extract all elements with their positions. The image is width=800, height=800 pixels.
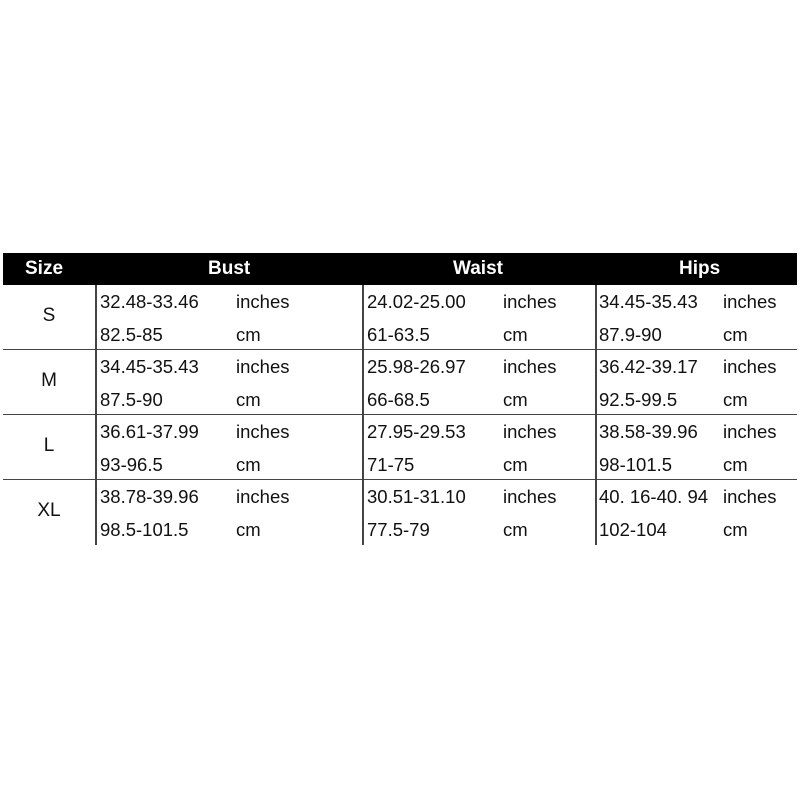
bust-inches-value: 32.48-33.46 [100, 291, 199, 312]
table-row [3, 480, 797, 545]
hips-cm-unit: cm [723, 454, 748, 475]
header-size: Size [25, 258, 64, 279]
bust-inches-unit: inches [236, 356, 290, 377]
size-label: L [43, 435, 55, 456]
waist-inches-unit: inches [503, 486, 557, 507]
hips-inches-value: 38.58-39.96 [599, 421, 698, 442]
header-waist: Waist [453, 258, 503, 279]
waist-inches-value: 24.02-25.00 [367, 291, 466, 312]
table-row [3, 350, 797, 415]
column-divider [95, 285, 97, 349]
column-divider [95, 415, 97, 479]
waist-inches-value: 25.98-26.97 [367, 356, 466, 377]
bust-cm-unit: cm [236, 519, 261, 540]
bust-inches-unit: inches [236, 486, 290, 507]
hips-inches-value: 40. 16-40. 94 [599, 486, 709, 507]
bust-cm-value: 93-96.5 [100, 454, 163, 475]
bust-cm-unit: cm [236, 454, 261, 475]
bust-inches-value: 34.45-35.43 [100, 356, 199, 377]
waist-cm-unit: cm [503, 519, 528, 540]
table-header [3, 253, 797, 285]
header-bust: Bust [208, 258, 251, 279]
waist-inches-unit: inches [503, 291, 557, 312]
bust-inches-unit: inches [236, 421, 290, 442]
bust-cm-value: 98.5-101.5 [100, 519, 189, 540]
column-divider [95, 350, 97, 414]
column-divider [362, 350, 364, 414]
hips-cm-value: 98-101.5 [599, 454, 673, 475]
bust-cm-unit: cm [236, 389, 261, 410]
waist-inches-value: 27.95-29.53 [367, 421, 466, 442]
column-divider [362, 415, 364, 479]
size-label: S [42, 305, 56, 326]
hips-cm-unit: cm [723, 519, 748, 540]
waist-cm-unit: cm [503, 389, 528, 410]
bust-inches-value: 36.61-37.99 [100, 421, 199, 442]
hips-inches-unit: inches [723, 421, 777, 442]
column-divider [595, 285, 597, 349]
bust-cm-value: 82.5-85 [100, 324, 163, 345]
hips-cm-value: 102-104 [599, 519, 667, 540]
bust-cm-unit: cm [236, 324, 261, 345]
waist-cm-value: 61-63.5 [367, 324, 430, 345]
bust-inches-unit: inches [236, 291, 290, 312]
size-chart-table [3, 253, 797, 545]
hips-inches-unit: inches [723, 291, 777, 312]
hips-inches-value: 34.45-35.43 [599, 291, 698, 312]
waist-cm-unit: cm [503, 454, 528, 475]
hips-cm-unit: cm [723, 389, 748, 410]
size-label: XL [37, 500, 61, 521]
hips-cm-unit: cm [723, 324, 748, 345]
waist-inches-unit: inches [503, 356, 557, 377]
waist-cm-unit: cm [503, 324, 528, 345]
waist-cm-value: 71-75 [367, 454, 415, 475]
header-hips: Hips [679, 258, 721, 279]
waist-cm-value: 66-68.5 [367, 389, 430, 410]
column-divider [595, 415, 597, 479]
bust-inches-value: 38.78-39.96 [100, 486, 199, 507]
hips-inches-value: 36.42-39.17 [599, 356, 698, 377]
waist-cm-value: 77.5-79 [367, 519, 430, 540]
waist-inches-value: 30.51-31.10 [367, 486, 466, 507]
column-divider [595, 350, 597, 414]
size-label: M [41, 370, 57, 391]
table-row [3, 285, 797, 350]
column-divider [362, 480, 364, 545]
hips-cm-value: 92.5-99.5 [599, 389, 678, 410]
hips-inches-unit: inches [723, 486, 777, 507]
bust-cm-value: 87.5-90 [100, 389, 163, 410]
hips-inches-unit: inches [723, 356, 777, 377]
column-divider [595, 480, 597, 545]
column-divider [362, 285, 364, 349]
hips-cm-value: 87.9-90 [599, 324, 662, 345]
table-row [3, 415, 797, 480]
waist-inches-unit: inches [503, 421, 557, 442]
column-divider [95, 480, 97, 545]
